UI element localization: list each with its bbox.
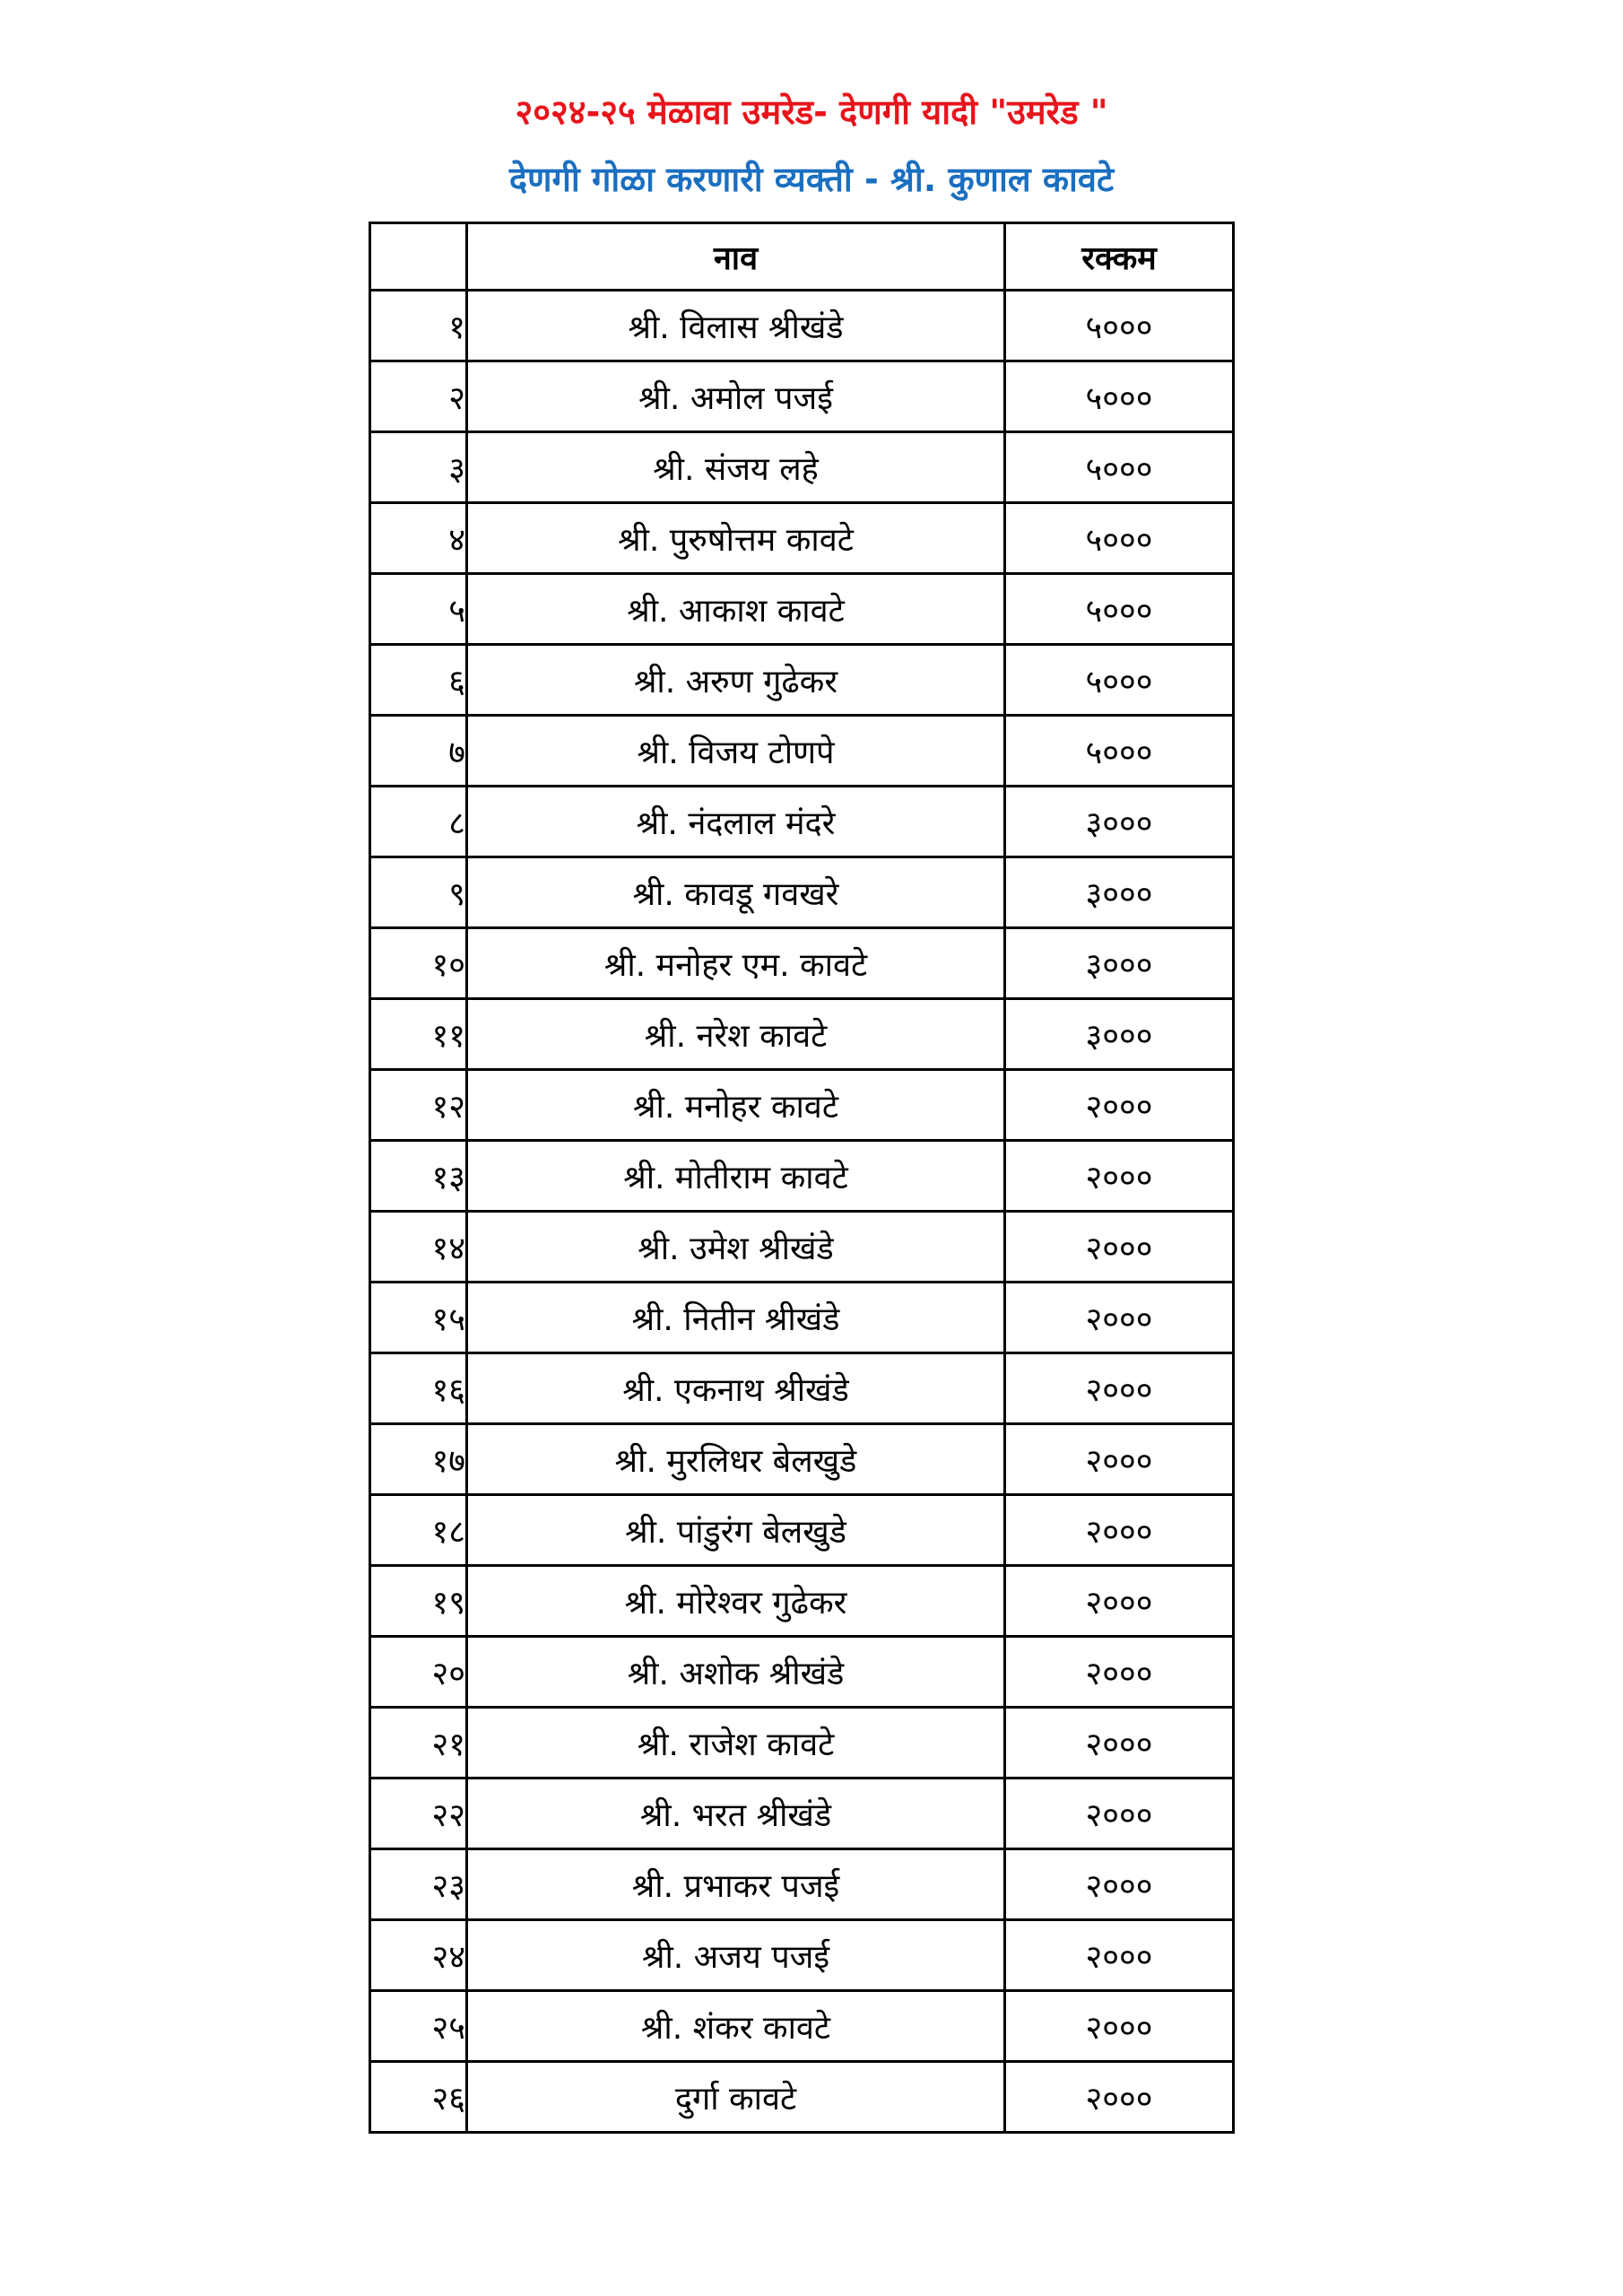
row-serial: ८ <box>370 787 467 857</box>
table-row <box>370 1991 1234 2062</box>
donor-name: श्री. नरेश कावटे <box>467 999 1005 1070</box>
donation-amount: ३००० <box>1005 857 1234 928</box>
donation-amount: २००० <box>1005 1141 1234 1212</box>
donation-amount: ५००० <box>1005 361 1234 432</box>
table-row <box>370 1566 1234 1637</box>
table-row <box>370 1849 1234 1920</box>
donor-name: श्री. मनोहर कावटे <box>467 1070 1005 1141</box>
table-row <box>370 1141 1234 1212</box>
donation-amount: २००० <box>1005 1637 1234 1708</box>
row-serial: ९ <box>370 857 467 928</box>
table-row <box>370 1424 1234 1495</box>
donor-name: श्री. संजय लहे <box>467 432 1005 503</box>
row-serial: २३ <box>370 1849 467 1920</box>
donor-name: श्री. अरुण गुढेकर <box>467 645 1005 716</box>
header-name: नाव <box>467 223 1005 291</box>
table-row <box>370 291 1234 361</box>
donation-amount: ३००० <box>1005 999 1234 1070</box>
donation-amount: २००० <box>1005 1495 1234 1566</box>
donor-name: श्री. एकनाथ श्रीखंडे <box>467 1353 1005 1424</box>
row-serial: २२ <box>370 1779 467 1849</box>
donor-name: श्री. विलास श्रीखंडे <box>467 291 1005 361</box>
table-header-row <box>370 223 1234 291</box>
donor-name: श्री. मनोहर एम. कावटे <box>467 928 1005 999</box>
donation-amount: २००० <box>1005 1566 1234 1637</box>
row-serial: ३ <box>370 432 467 503</box>
header-serial <box>370 223 467 291</box>
table-row <box>370 645 1234 716</box>
table-row <box>370 928 1234 999</box>
header-amount: रक्कम <box>1005 223 1234 291</box>
donation-amount: ३००० <box>1005 787 1234 857</box>
table-row <box>370 1495 1234 1566</box>
donor-name: श्री. मोरेश्वर गुढेकर <box>467 1566 1005 1637</box>
row-serial: ७ <box>370 716 467 787</box>
table-row <box>370 1920 1234 1991</box>
donation-amount: २००० <box>1005 2062 1234 2133</box>
table-row <box>370 2062 1234 2133</box>
row-serial: १० <box>370 928 467 999</box>
table-row <box>370 999 1234 1070</box>
table-row <box>370 432 1234 503</box>
donor-name: दुर्गा कावटे <box>467 2062 1005 2133</box>
row-serial: २० <box>370 1637 467 1708</box>
donor-name: श्री. भरत श्रीखंडे <box>467 1779 1005 1849</box>
donation-amount: २००० <box>1005 1920 1234 1991</box>
donor-name: श्री. मुरलिधर बेलखुडे <box>467 1424 1005 1495</box>
table-row <box>370 503 1234 574</box>
row-serial: ५ <box>370 574 467 645</box>
table-row <box>370 361 1234 432</box>
donor-name: श्री. शंकर कावटे <box>467 1991 1005 2062</box>
donation-amount: २००० <box>1005 1991 1234 2062</box>
table-row <box>370 1283 1234 1353</box>
table-body <box>370 291 1234 2133</box>
donor-name: श्री. अजय पजई <box>467 1920 1005 1991</box>
donor-name: श्री. अशोक श्रीखंडे <box>467 1637 1005 1708</box>
donation-amount: ५००० <box>1005 503 1234 574</box>
table-row <box>370 1637 1234 1708</box>
donation-amount: ५००० <box>1005 291 1234 361</box>
donation-amount: २००० <box>1005 1424 1234 1495</box>
donor-name: श्री. अमोल पजई <box>467 361 1005 432</box>
donor-name: श्री. मोतीराम कावटे <box>467 1141 1005 1212</box>
donation-amount: ५००० <box>1005 574 1234 645</box>
row-serial: १९ <box>370 1566 467 1637</box>
donor-name: श्री. राजेश कावटे <box>467 1708 1005 1779</box>
donor-name: श्री. विजय टोणपे <box>467 716 1005 787</box>
row-serial: १५ <box>370 1283 467 1353</box>
table-row <box>370 1212 1234 1283</box>
donor-name: श्री. नंदलाल मंदरे <box>467 787 1005 857</box>
donor-name: श्री. पांडुरंग बेलखुडे <box>467 1495 1005 1566</box>
donor-name: श्री. प्रभाकर पजई <box>467 1849 1005 1920</box>
row-serial: २४ <box>370 1920 467 1991</box>
row-serial: २६ <box>370 2062 467 2133</box>
table-row <box>370 716 1234 787</box>
donation-amount: ५००० <box>1005 432 1234 503</box>
donor-name: श्री. पुरुषोत्तम कावटे <box>467 503 1005 574</box>
donation-amount: ५००० <box>1005 645 1234 716</box>
donation-table <box>369 222 1235 2134</box>
donation-amount: २००० <box>1005 1849 1234 1920</box>
donation-amount: २००० <box>1005 1070 1234 1141</box>
donation-amount: २००० <box>1005 1708 1234 1779</box>
row-serial: ११ <box>370 999 467 1070</box>
row-serial: ६ <box>370 645 467 716</box>
row-serial: २ <box>370 361 467 432</box>
row-serial: १३ <box>370 1141 467 1212</box>
row-serial: २१ <box>370 1708 467 1779</box>
row-serial: १ <box>370 291 467 361</box>
donor-name: श्री. आकाश कावटे <box>467 574 1005 645</box>
donation-amount: २००० <box>1005 1353 1234 1424</box>
table-row <box>370 1353 1234 1424</box>
donor-name: श्री. नितीन श्रीखंडे <box>467 1283 1005 1353</box>
table-row <box>370 787 1234 857</box>
table-row <box>370 574 1234 645</box>
row-serial: १२ <box>370 1070 467 1141</box>
donor-name: श्री. उमेश श्रीखंडे <box>467 1212 1005 1283</box>
row-serial: १६ <box>370 1353 467 1424</box>
donation-amount: ३००० <box>1005 928 1234 999</box>
donation-amount: २००० <box>1005 1212 1234 1283</box>
row-serial: ४ <box>370 503 467 574</box>
table-row <box>370 1070 1234 1141</box>
table-row <box>370 1779 1234 1849</box>
donation-amount: ५००० <box>1005 716 1234 787</box>
row-serial: १८ <box>370 1495 467 1566</box>
page-title: २०२४-२५ मेळावा उमरेड- देणगी यादी "उमरेड " <box>515 92 1108 132</box>
row-serial: १७ <box>370 1424 467 1495</box>
table-row <box>370 857 1234 928</box>
collector-subtitle: देणगी गोळा करणारी व्यक्ती - श्री. कुणाल कावटे <box>508 160 1115 199</box>
row-serial: २५ <box>370 1991 467 2062</box>
donation-amount: २००० <box>1005 1779 1234 1849</box>
row-serial: १४ <box>370 1212 467 1283</box>
donation-amount: २००० <box>1005 1283 1234 1353</box>
table-row <box>370 1708 1234 1779</box>
donor-name: श्री. कावडू गवखरे <box>467 857 1005 928</box>
